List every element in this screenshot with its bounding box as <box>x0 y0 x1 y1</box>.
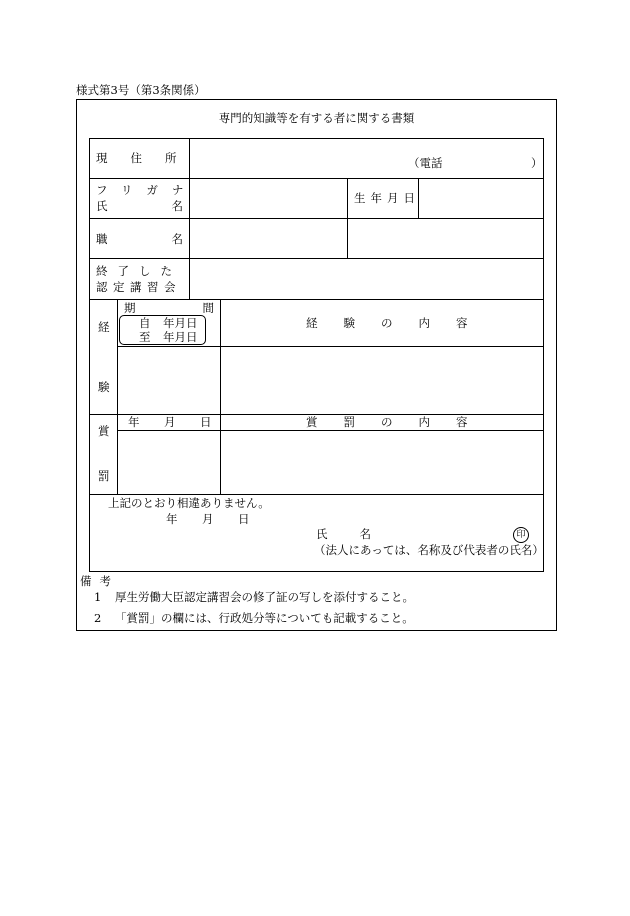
experience-period-field[interactable] <box>119 348 219 413</box>
row-divider <box>89 258 544 259</box>
note-2-text: 「賞罰」の欄には、行政処分等についても記載すること。 <box>115 611 414 625</box>
phone-field[interactable] <box>440 152 528 172</box>
address-field[interactable] <box>191 139 347 177</box>
position-extra-field[interactable] <box>349 220 543 257</box>
position-field[interactable] <box>191 220 346 257</box>
address-label-text: 現住所 <box>96 151 200 165</box>
rewards-side-label-top: 賞 <box>98 424 110 438</box>
row-divider <box>89 218 544 219</box>
period-label: 期間 <box>124 301 281 315</box>
course-label-line1: 終了した <box>96 264 182 278</box>
declaration-date-month: 月 <box>202 512 214 526</box>
row-divider <box>89 494 544 495</box>
furigana-label: フリガナ <box>96 183 198 197</box>
birthdate-position-divider <box>347 178 348 258</box>
rewards-date-day: 日 <box>200 415 212 429</box>
declaration-statement: 上記のとおり相違ありません。 <box>108 496 270 510</box>
rewards-date-month: 月 <box>164 415 176 429</box>
note-1-number: 1 <box>94 590 102 604</box>
declaration-date-year: 年 <box>166 512 178 526</box>
form-title: 専門的知識等を有する者に関する書類 <box>218 111 415 125</box>
rewards-date-field[interactable] <box>119 432 219 493</box>
to-label: 至 <box>139 330 151 344</box>
notes-heading: 備考 <box>80 574 119 588</box>
birthdate-label: 生年月日 <box>354 191 420 205</box>
experience-side-label-top: 経 <box>98 320 110 334</box>
declaration-date-day: 日 <box>238 512 250 526</box>
seal-icon: 印 <box>513 527 529 543</box>
experience-content-header: 経験の内容 <box>306 316 494 330</box>
name-label <box>96 199 247 213</box>
course-label-line2: 認定講習会 <box>96 280 181 294</box>
corporate-note: （法人にあっては、名称及び代表者の氏名） <box>314 543 544 557</box>
row-divider <box>89 299 544 300</box>
from-date: 年月日 <box>163 316 198 330</box>
declaration-name-field[interactable] <box>380 524 508 542</box>
declaration-name-label: 氏名 <box>316 527 403 541</box>
rewards-content-field[interactable] <box>222 432 543 493</box>
from-label: 自 <box>139 316 151 330</box>
note-2-number: 2 <box>94 611 102 625</box>
birthdate-field[interactable] <box>420 180 543 217</box>
experience-side-label-bottom: 験 <box>98 380 110 394</box>
position-label: 職名 <box>96 232 247 246</box>
course-field[interactable] <box>191 260 543 298</box>
note-1-text: 厚生労働大臣認定講習会の修了証の写しを添付すること。 <box>115 590 414 604</box>
experience-content-field[interactable] <box>222 348 543 413</box>
row-divider <box>89 178 544 179</box>
phone-close: ） <box>531 156 543 170</box>
rewards-date-year: 年 <box>128 415 140 429</box>
name-label-text: 氏名 <box>96 199 247 213</box>
address-label <box>96 151 200 165</box>
form-number: 様式第3号（第3条関係） <box>76 83 206 97</box>
phone-open: （電話 <box>408 156 443 170</box>
side-label-divider <box>117 299 118 494</box>
rewards-content-header: 賞罰の内容 <box>306 415 494 429</box>
rewards-header-divider <box>117 430 544 431</box>
name-field[interactable] <box>191 180 346 217</box>
experience-header-divider <box>117 346 544 347</box>
date-column-divider <box>220 299 221 494</box>
rewards-side-label-bottom: 罰 <box>98 469 110 483</box>
to-date: 年月日 <box>163 330 198 344</box>
